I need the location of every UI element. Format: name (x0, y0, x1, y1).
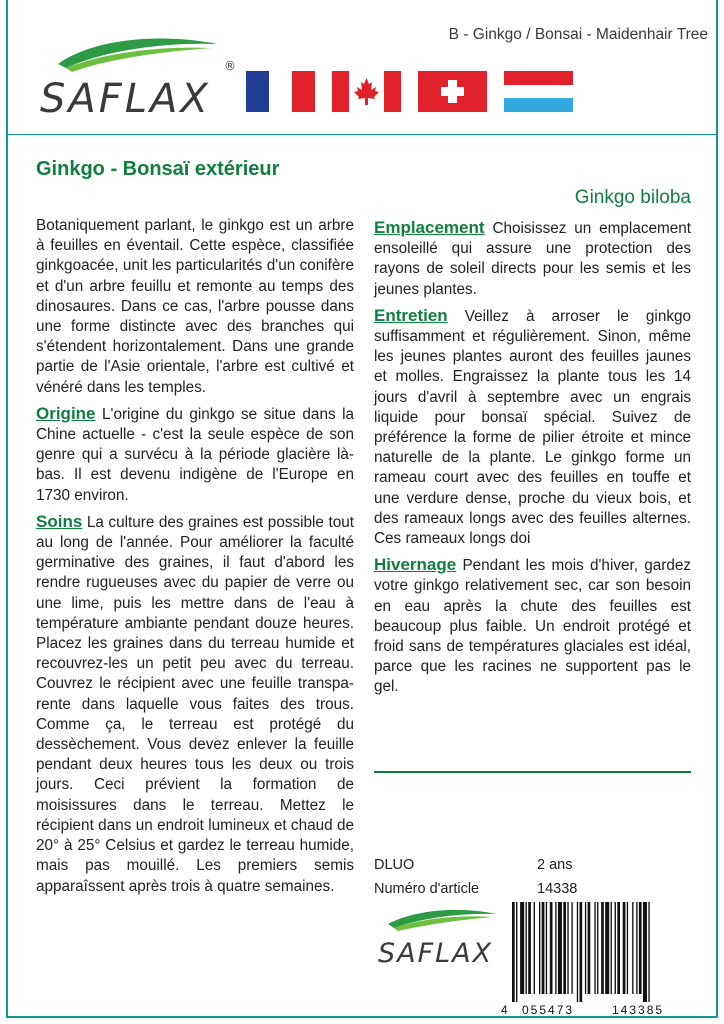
left-column (36, 216, 354, 903)
entretien-text: Veillez à arroser le ginkgo suffisamment et régulièrement. Sinon, même les jeunes plantes auront des feuilles jaunes et molles. Engraissez la plante tous les 14 jours d'avril à septembre avec un engrais liquide pour bonsaï spécial. Suivez de préférence la forme de pilier étroite et mince naturelle de la plante. Le ginkgo forme un rameau court avec des feuilles en touffe et une verdure dense, proche du vieux bois, et des rameaux longs avec des feuilles alternes. Ces rameaux longs doi (374, 307, 691, 548)
barcode-first-digit: 4 (501, 1003, 508, 1017)
soins-section (36, 512, 354, 897)
page-title: Ginkgo - Bonsaï extérieur (36, 158, 280, 180)
dluo-value: 2 ans (537, 857, 573, 873)
emplacement-text: Choisissez un emplacement ensoleillé qui assure une protection des rayons de soleil directs pour les semis et les jeunes plantes. (374, 220, 691, 298)
flag-france-icon (246, 71, 315, 112)
brand-text: SAFLAX (40, 76, 211, 122)
soins-heading: Soins (36, 511, 83, 531)
flag-switzerland-icon (418, 71, 487, 112)
hivernage-section (374, 555, 691, 697)
latin-name: Ginkgo biloba (574, 187, 691, 208)
dluo-label: DLUO (374, 857, 415, 873)
intro-paragraph: Botaniquement parlant, le ginkgo est un arbre à feuilles en éventail. Cette espèce, classifiée ginkgoacée, unit les particularités d'un conifère et d'un arbre feuillu et remonte au temps des dinosaures. Dans ce cas, l'arbre pousse dans une forme distincte avec des branches qui s'étendent horizontalement. Dans une grande partie de l'Asie orientale, l'arbre est cultivé et vénéré dans les temples. (36, 217, 354, 396)
language-flags (246, 71, 573, 112)
barcode (500, 902, 696, 1002)
origine-heading: Origine (36, 403, 96, 423)
article-value: 14338 (537, 881, 578, 897)
soins-text: La culture des graines est possible tout au long de l'année. Pour améliorer la faculté germinative des graines, il faut d'abord les rendre rugueuses avec du papier de verre ou une lime, puis les mettre dans de l'eau à température ambiante pendant douze heures. Placez les graines dans du terreau humide et recouvrez-les un petit peu avec du terreau. Couvrez le récipient avec une feuille transparente dans laquelle vous faites des trous. Comme ça, le terreau est protégé du dessèchement. Vous devez enlever la feuille pendant deux heures tous les deux ou trois jours. Ceci prévient la formation de moisissures dans le terreau. Mettez le récipient dans un endroit lumineux et chaud de 20° à 25° Celsius et gardez le terreau humide, mais pas mouillé. Les premiers semis apparaîssent après trois à quatre semaines. (36, 513, 354, 895)
emplacement-heading: Emplacement (374, 218, 485, 237)
saflax-logo-small (374, 906, 504, 972)
product-tagline: B - Ginkgo / Bonsai - Maidenhair Tree (448, 26, 708, 43)
saflax-logo (36, 34, 241, 124)
right-column (374, 218, 691, 704)
info-divider (374, 771, 691, 773)
barcode-group-2: 143385 (612, 1003, 665, 1017)
origine-section (36, 404, 354, 506)
flag-luxembourg-icon (504, 71, 573, 112)
origine-text: L'origine du ginkgo se situe dans la Chine actuelle - c'est la seule espèce de son genre qui a survécu à la période glacière là-bas. Il est devenu indigène de l'Europe en 1730 environ. (36, 405, 354, 504)
header-divider (6, 134, 718, 135)
flag-canada-icon (332, 71, 401, 112)
article-label: Numéro d'article (374, 881, 480, 897)
entretien-heading: Entretien (374, 305, 448, 325)
entretien-section (374, 306, 691, 549)
emplacement-section (374, 218, 691, 300)
svg-text:®: ® (224, 59, 236, 73)
barcode-group-1: 055473 (522, 1003, 575, 1017)
hivernage-text: Pendant les mois d'hiver, gardez votre ginkgo relativement sec, car son besoin en eau après la chute des feuilles est beaucoup plus faible. Un endroit protégé et froid sans de températures glaciales est idéal, parce que les racines ne supportent pas le gel. (374, 557, 692, 696)
hivernage-heading: Hivernage (374, 555, 457, 575)
svg-text:SAFLAX: SAFLAX (378, 938, 494, 969)
